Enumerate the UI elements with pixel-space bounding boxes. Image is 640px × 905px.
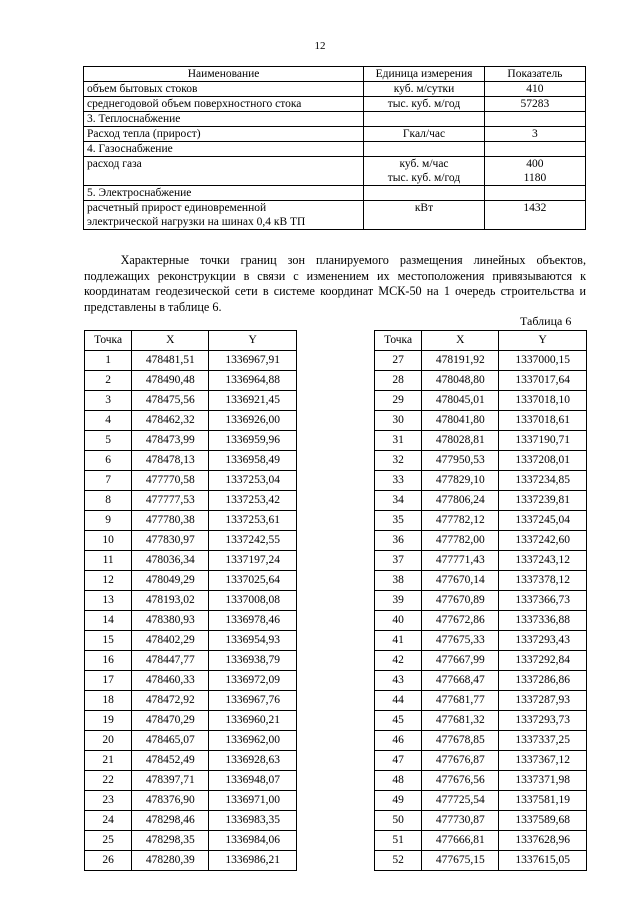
table-row — [375, 471, 587, 491]
row-name: Расход тепла (прирост) — [84, 127, 364, 142]
y-coordinate: 1337025,64 — [209, 571, 297, 591]
point-number: 52 — [375, 851, 422, 871]
x-coordinate: 478447,77 — [132, 651, 209, 671]
col-header-point: Точка — [85, 331, 132, 351]
point-number: 2 — [85, 371, 132, 391]
table-section-row — [84, 112, 586, 127]
y-coordinate: 1337293,73 — [499, 711, 587, 731]
table-row — [84, 127, 586, 142]
table-row — [375, 711, 587, 731]
x-coordinate: 478048,80 — [422, 371, 499, 391]
row-unit: куб. м/сутки — [364, 82, 485, 97]
table-row — [85, 651, 297, 671]
y-coordinate: 1336984,06 — [209, 831, 297, 851]
table-row — [85, 511, 297, 531]
point-number: 25 — [85, 831, 132, 851]
x-coordinate: 478298,35 — [132, 831, 209, 851]
x-coordinate: 478041,80 — [422, 411, 499, 431]
y-coordinate: 1336964,88 — [209, 371, 297, 391]
x-coordinate: 477666,81 — [422, 831, 499, 851]
point-number: 24 — [85, 811, 132, 831]
utilities-table — [83, 66, 586, 230]
table-row — [375, 391, 587, 411]
x-coordinate: 477672,86 — [422, 611, 499, 631]
point-number: 9 — [85, 511, 132, 531]
table-row — [85, 491, 297, 511]
table-row — [84, 82, 586, 97]
point-number: 23 — [85, 791, 132, 811]
y-coordinate: 1337589,68 — [499, 811, 587, 831]
x-coordinate: 477668,47 — [422, 671, 499, 691]
row-unit: кВт — [364, 201, 485, 230]
y-coordinate: 1337239,81 — [499, 491, 587, 511]
table-row — [375, 811, 587, 831]
section-title: 4. Газоснабжение — [84, 142, 364, 157]
y-coordinate: 1337253,61 — [209, 511, 297, 531]
row-value — [484, 112, 585, 127]
row-name: объем бытовых стоков — [84, 82, 364, 97]
x-coordinate: 478402,29 — [132, 631, 209, 651]
x-coordinate: 478193,02 — [132, 591, 209, 611]
x-coordinate: 477782,00 — [422, 531, 499, 551]
point-number: 49 — [375, 791, 422, 811]
y-coordinate: 1337628,96 — [499, 831, 587, 851]
x-coordinate: 477670,89 — [422, 591, 499, 611]
table-row — [375, 691, 587, 711]
x-coordinate: 477667,99 — [422, 651, 499, 671]
y-coordinate: 1337371,98 — [499, 771, 587, 791]
y-coordinate: 1337008,08 — [209, 591, 297, 611]
table-row — [85, 751, 297, 771]
x-coordinate: 478475,56 — [132, 391, 209, 411]
table-row — [85, 771, 297, 791]
table-row — [375, 551, 587, 571]
table-row — [85, 731, 297, 751]
x-coordinate: 478191,92 — [422, 351, 499, 371]
table-row — [85, 451, 297, 471]
table-row — [375, 411, 587, 431]
x-coordinate: 477676,56 — [422, 771, 499, 791]
y-coordinate: 1337243,12 — [499, 551, 587, 571]
x-coordinate: 477950,53 — [422, 451, 499, 471]
x-coordinate: 477675,15 — [422, 851, 499, 871]
x-coordinate: 478490,48 — [132, 371, 209, 391]
table-row — [375, 571, 587, 591]
row-unit — [364, 157, 485, 186]
point-number: 15 — [85, 631, 132, 651]
x-coordinate: 478452,49 — [132, 751, 209, 771]
point-number: 37 — [375, 551, 422, 571]
table-row — [375, 751, 587, 771]
y-coordinate: 1336954,93 — [209, 631, 297, 651]
y-coordinate: 1337253,42 — [209, 491, 297, 511]
x-coordinate: 477782,12 — [422, 511, 499, 531]
y-coordinate: 1336938,79 — [209, 651, 297, 671]
table-section-row — [84, 142, 586, 157]
y-coordinate: 1336948,07 — [209, 771, 297, 791]
row-unit: Гкал/час — [364, 127, 485, 142]
table-row — [375, 591, 587, 611]
point-number: 20 — [85, 731, 132, 751]
y-coordinate: 1337018,61 — [499, 411, 587, 431]
point-number: 33 — [375, 471, 422, 491]
point-number: 10 — [85, 531, 132, 551]
y-coordinate: 1337242,60 — [499, 531, 587, 551]
y-coordinate: 1337242,55 — [209, 531, 297, 551]
point-number: 30 — [375, 411, 422, 431]
col-header-x: X — [132, 331, 209, 351]
table-row — [375, 851, 587, 871]
point-number: 38 — [375, 571, 422, 591]
point-number: 11 — [85, 551, 132, 571]
x-coordinate: 477676,87 — [422, 751, 499, 771]
point-number: 43 — [375, 671, 422, 691]
unit-line: тыс. куб. м/год — [387, 172, 461, 184]
x-coordinate: 477681,77 — [422, 691, 499, 711]
y-coordinate: 1337293,43 — [499, 631, 587, 651]
x-coordinate: 478280,39 — [132, 851, 209, 871]
y-coordinate: 1337581,19 — [499, 791, 587, 811]
table-section-row — [84, 186, 586, 201]
point-number: 47 — [375, 751, 422, 771]
table-row — [375, 631, 587, 651]
section-title: 5. Электроснабжение — [84, 186, 364, 201]
table-row — [375, 351, 587, 371]
point-number: 8 — [85, 491, 132, 511]
row-name: среднегодовой объем поверхностного стока — [84, 97, 364, 112]
col-header-name: Наименование — [84, 67, 364, 82]
y-coordinate: 1336967,76 — [209, 691, 297, 711]
y-coordinate: 1336960,21 — [209, 711, 297, 731]
x-coordinate: 478298,46 — [132, 811, 209, 831]
table-row — [375, 611, 587, 631]
point-number: 6 — [85, 451, 132, 471]
point-number: 22 — [85, 771, 132, 791]
x-coordinate: 478478,13 — [132, 451, 209, 471]
y-coordinate: 1337336,88 — [499, 611, 587, 631]
x-coordinate: 478472,92 — [132, 691, 209, 711]
table-row — [85, 471, 297, 491]
y-coordinate: 1336928,63 — [209, 751, 297, 771]
point-number: 13 — [85, 591, 132, 611]
description-paragraph — [84, 253, 586, 315]
coords-header-row — [85, 331, 297, 351]
table-row — [375, 831, 587, 851]
row-name: расход газа — [84, 157, 364, 186]
row-unit — [364, 112, 485, 127]
table-row — [84, 201, 586, 230]
table-row — [375, 491, 587, 511]
table-row — [375, 431, 587, 451]
table-row — [375, 791, 587, 811]
y-coordinate: 1336967,91 — [209, 351, 297, 371]
x-coordinate: 478036,34 — [132, 551, 209, 571]
point-number: 19 — [85, 711, 132, 731]
x-coordinate: 478473,99 — [132, 431, 209, 451]
y-coordinate: 1337253,04 — [209, 471, 297, 491]
y-coordinate: 1336958,49 — [209, 451, 297, 471]
col-header-unit: Единица измерения — [364, 67, 485, 82]
x-coordinate: 477730,87 — [422, 811, 499, 831]
coordinates-table-left — [84, 330, 297, 871]
point-number: 46 — [375, 731, 422, 751]
y-coordinate: 1337337,25 — [499, 731, 587, 751]
row-unit: тыс. куб. м/год — [364, 97, 485, 112]
point-number: 27 — [375, 351, 422, 371]
table-header-row — [84, 67, 586, 82]
row-value: 410 — [484, 82, 585, 97]
y-coordinate: 1337615,05 — [499, 851, 587, 871]
table-row — [85, 351, 297, 371]
name-line: электрической нагрузки на шинах 0,4 кВ ТП — [87, 216, 306, 228]
y-coordinate: 1337292,84 — [499, 651, 587, 671]
col-header-point: Точка — [375, 331, 422, 351]
table-row — [85, 431, 297, 451]
x-coordinate: 478049,29 — [132, 571, 209, 591]
x-coordinate: 478397,71 — [132, 771, 209, 791]
point-number: 21 — [85, 751, 132, 771]
point-number: 3 — [85, 391, 132, 411]
table-row — [85, 811, 297, 831]
point-number: 7 — [85, 471, 132, 491]
row-value: 3 — [484, 127, 585, 142]
y-coordinate: 1337018,10 — [499, 391, 587, 411]
y-coordinate: 1337197,24 — [209, 551, 297, 571]
table-row — [375, 451, 587, 471]
point-number: 51 — [375, 831, 422, 851]
x-coordinate: 478481,51 — [132, 351, 209, 371]
section-title: 3. Теплоснабжение — [84, 112, 364, 127]
x-coordinate: 478380,93 — [132, 611, 209, 631]
point-number: 48 — [375, 771, 422, 791]
row-value — [484, 142, 585, 157]
point-number: 44 — [375, 691, 422, 711]
table-row — [375, 771, 587, 791]
x-coordinate: 477780,38 — [132, 511, 209, 531]
col-header-x: X — [422, 331, 499, 351]
table-row — [375, 371, 587, 391]
x-coordinate: 478470,29 — [132, 711, 209, 731]
table-row — [375, 671, 587, 691]
x-coordinate: 477678,85 — [422, 731, 499, 751]
row-name — [84, 201, 364, 230]
table-row — [85, 591, 297, 611]
x-coordinate: 478462,32 — [132, 411, 209, 431]
col-header-value: Показатель — [484, 67, 585, 82]
x-coordinate: 477770,58 — [132, 471, 209, 491]
point-number: 14 — [85, 611, 132, 631]
table-row — [85, 371, 297, 391]
row-value — [484, 186, 585, 201]
y-coordinate: 1337245,04 — [499, 511, 587, 531]
y-coordinate: 1337367,12 — [499, 751, 587, 771]
y-coordinate: 1336972,09 — [209, 671, 297, 691]
unit-line: куб. м/час — [399, 158, 449, 170]
name-line: расчетный прирост единовременной — [87, 202, 267, 214]
y-coordinate: 1336986,21 — [209, 851, 297, 871]
table-row — [85, 671, 297, 691]
x-coordinate: 477777,53 — [132, 491, 209, 511]
y-coordinate: 1337378,12 — [499, 571, 587, 591]
table-row — [85, 791, 297, 811]
x-coordinate: 477681,32 — [422, 711, 499, 731]
y-coordinate: 1337017,64 — [499, 371, 587, 391]
point-number: 4 — [85, 411, 132, 431]
point-number: 36 — [375, 531, 422, 551]
point-number: 29 — [375, 391, 422, 411]
table-row — [85, 531, 297, 551]
point-number: 39 — [375, 591, 422, 611]
x-coordinate: 477771,43 — [422, 551, 499, 571]
x-coordinate: 477830,97 — [132, 531, 209, 551]
point-number: 18 — [85, 691, 132, 711]
row-value: 57283 — [484, 97, 585, 112]
point-number: 5 — [85, 431, 132, 451]
table-row — [85, 631, 297, 651]
point-number: 26 — [85, 851, 132, 871]
point-number: 28 — [375, 371, 422, 391]
row-unit — [364, 186, 485, 201]
table-caption: Таблица 6 — [520, 314, 572, 328]
y-coordinate: 1336926,00 — [209, 411, 297, 431]
point-number: 32 — [375, 451, 422, 471]
y-coordinate: 1336983,35 — [209, 811, 297, 831]
point-number: 17 — [85, 671, 132, 691]
table-row — [375, 651, 587, 671]
table-row — [84, 97, 586, 112]
row-value: 1432 — [484, 201, 585, 230]
point-number: 34 — [375, 491, 422, 511]
x-coordinate: 477829,10 — [422, 471, 499, 491]
table-row — [85, 831, 297, 851]
y-coordinate: 1337234,85 — [499, 471, 587, 491]
table-row — [85, 851, 297, 871]
row-unit — [364, 142, 485, 157]
table-row — [85, 391, 297, 411]
y-coordinate: 1336962,00 — [209, 731, 297, 751]
x-coordinate: 478376,90 — [132, 791, 209, 811]
point-number: 31 — [375, 431, 422, 451]
table-row — [375, 731, 587, 751]
point-number: 45 — [375, 711, 422, 731]
table-row — [85, 691, 297, 711]
col-header-y: Y — [499, 331, 587, 351]
x-coordinate: 478460,33 — [132, 671, 209, 691]
value-line: 400 — [526, 158, 544, 170]
point-number: 40 — [375, 611, 422, 631]
y-coordinate: 1337287,93 — [499, 691, 587, 711]
point-number: 16 — [85, 651, 132, 671]
table-row — [85, 711, 297, 731]
y-coordinate: 1336978,46 — [209, 611, 297, 631]
table-row — [85, 551, 297, 571]
y-coordinate: 1337000,15 — [499, 351, 587, 371]
point-number: 41 — [375, 631, 422, 651]
x-coordinate: 477670,14 — [422, 571, 499, 591]
y-coordinate: 1337190,71 — [499, 431, 587, 451]
point-number: 35 — [375, 511, 422, 531]
x-coordinate: 478028,81 — [422, 431, 499, 451]
paragraph-text: Характерные точки границ зон планируемого размещения линейных объектов, подлежащих реконструкции в связи с изменением их местоположения привязываются к координатам геодезической сети в системе координат МСК-50 на 1 очередь строительства и представлены в таблице 6. — [84, 253, 586, 314]
table-row — [85, 611, 297, 631]
point-number: 1 — [85, 351, 132, 371]
x-coordinate: 478045,01 — [422, 391, 499, 411]
table-row — [375, 531, 587, 551]
point-number: 42 — [375, 651, 422, 671]
x-coordinate: 478465,07 — [132, 731, 209, 751]
y-coordinate: 1337208,01 — [499, 451, 587, 471]
table-row — [375, 511, 587, 531]
point-number: 12 — [85, 571, 132, 591]
coords-header-row — [375, 331, 587, 351]
table-row — [84, 157, 586, 186]
x-coordinate: 477806,24 — [422, 491, 499, 511]
y-coordinate: 1337366,73 — [499, 591, 587, 611]
row-value — [484, 157, 585, 186]
x-coordinate: 477675,33 — [422, 631, 499, 651]
y-coordinate: 1336959,96 — [209, 431, 297, 451]
col-header-y: Y — [209, 331, 297, 351]
y-coordinate: 1336971,00 — [209, 791, 297, 811]
point-number: 50 — [375, 811, 422, 831]
table-row — [85, 571, 297, 591]
value-line: 1180 — [523, 172, 547, 184]
table-row — [85, 411, 297, 431]
page-number: 12 — [314, 40, 326, 52]
y-coordinate: 1337286,86 — [499, 671, 587, 691]
x-coordinate: 477725,54 — [422, 791, 499, 811]
coordinates-table-right — [374, 330, 587, 871]
y-coordinate: 1336921,45 — [209, 391, 297, 411]
